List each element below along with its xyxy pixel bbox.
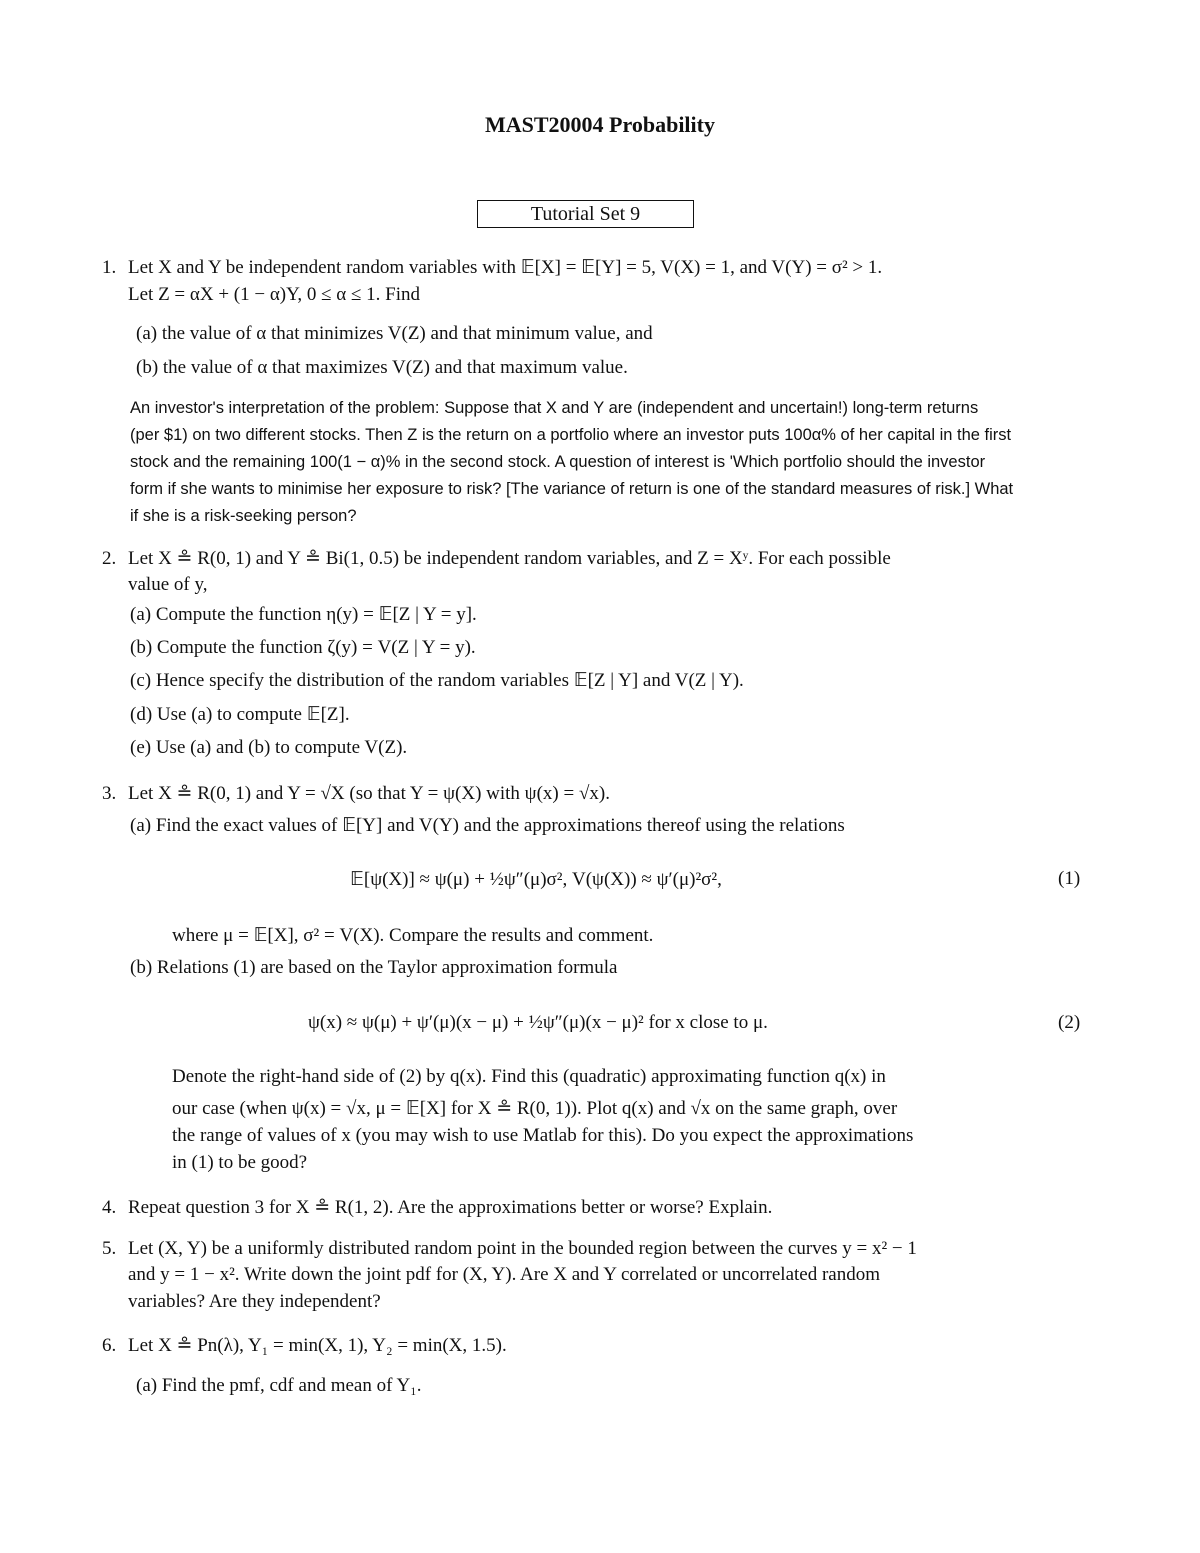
q1-note-line-4: form if she wants to minimise her exposure to risk? [The variance of return is one of the standard measures of risk.] What: [130, 480, 1014, 498]
q6-number: 6.: [102, 1335, 117, 1356]
q3-part-b-line-1: Denote the right-hand side of (2) by q(x). Find this (quadratic) approximating function q(x) in: [172, 1066, 886, 1087]
q1-line-1: Let X and Y be independent random variables with 𝔼[X] = 𝔼[Y] = 5, V(X) = 1, and V(Y) = σ² > 1.: [128, 257, 883, 278]
q3-part-a: (a) Find the exact values of 𝔼[Y] and V(Y) and the approximations thereof using the relations: [130, 815, 845, 836]
q5-line-2: and y = 1 − x². Write down the joint pdf for (X, Y). Are X and Y correlated or uncorrelated random: [128, 1264, 881, 1285]
equation-2-number: (2): [1058, 1012, 1081, 1033]
q4-line-1: Repeat question 3 for X ≗ R(1, 2). Are the approximations better or worse? Explain.: [128, 1197, 773, 1218]
q3-part-b: (b) Relations (1) are based on the Taylor approximation formula: [130, 957, 618, 978]
q3-part-b-line-3: the range of values of x (you may wish to use Matlab for this). Do you expect the approximations: [172, 1125, 914, 1146]
page-title: MAST20004 Probability: [484, 112, 715, 137]
q2-line-2: value of y,: [128, 574, 208, 595]
q5-line-1: Let (X, Y) be a uniformly distributed random point in the bounded region between the curves y = x² − 1: [128, 1238, 917, 1259]
q1-note-line-5: if she is a risk-seeking person?: [130, 507, 357, 525]
q6-line-1: Let X ≗ Pn(λ), Y₁ = min(X, 1), Y₂ = min(X, 1.5).: [128, 1335, 507, 1356]
q2-part-c: (c) Hence specify the distribution of the random variables 𝔼[Z | Y] and V(Z | Y).: [130, 670, 744, 691]
q3-part-b-line-4: in (1) to be good?: [172, 1152, 308, 1173]
q2-part-b: (b) Compute the function ζ(y) = V(Z | Y = y).: [130, 637, 476, 658]
q2-line-1: Let X ≗ R(0, 1) and Y ≗ Bi(1, 0.5) be independent random variables, and Z = Xʸ. For each possible: [128, 548, 891, 569]
q1-number: 1.: [102, 257, 117, 278]
q2-part-d: (d) Use (a) to compute 𝔼[Z].: [130, 704, 350, 725]
q1-part-b: (b) the value of α that maximizes V(Z) and that maximum value.: [136, 357, 628, 378]
q6-part-a: (a) Find the pmf, cdf and mean of Y₁.: [136, 1375, 422, 1396]
q2-part-a: (a) Compute the function η(y) = 𝔼[Z | Y = y].: [130, 604, 477, 625]
q2-number: 2.: [102, 548, 117, 569]
q1-note-line-2: (per $1) on two different stocks. Then Z is the return on a portfolio where an investor puts 100α% of her capital in the first: [130, 426, 1012, 444]
q3-number: 3.: [102, 783, 117, 804]
q3-line-1: Let X ≗ R(0, 1) and Y = √X (so that Y = ψ(X) with ψ(x) = √x).: [128, 783, 610, 804]
q5-line-3: variables? Are they independent?: [128, 1291, 381, 1312]
q5-number: 5.: [102, 1238, 117, 1259]
q3-part-a-followup: where μ = 𝔼[X], σ² = V(X). Compare the results and comment.: [172, 925, 654, 946]
q4-number: 4.: [102, 1197, 117, 1218]
q1-note-line-1: An investor's interpretation of the problem: Suppose that X and Y are (independent and uncertain!) long-term returns: [130, 399, 979, 417]
q1-line-2: Let Z = αX + (1 − α)Y, 0 ≤ α ≤ 1. Find: [128, 284, 421, 305]
equation-2: ψ(x) ≈ ψ(μ) + ψ′(μ)(x − μ) + ½ψ″(μ)(x − μ)² for x close to μ.: [308, 1012, 768, 1033]
q2-part-e: (e) Use (a) and (b) to compute V(Z).: [130, 737, 408, 758]
tutorial-set-label: Tutorial Set 9: [477, 200, 694, 228]
q1-part-a: (a) the value of α that minimizes V(Z) and that minimum value, and: [136, 323, 653, 344]
equation-1: 𝔼[ψ(X)] ≈ ψ(μ) + ½ψ″(μ)σ², V(ψ(X)) ≈ ψ′(μ)²σ²,: [350, 869, 722, 890]
q3-part-b-line-2: our case (when ψ(x) = √x, μ = 𝔼[X] for X ≗ R(0, 1)). Plot q(x) and √x on the same graph, over: [172, 1098, 898, 1119]
equation-1-number: (1): [1058, 868, 1081, 889]
q1-note-line-3: stock and the remaining 100(1 − α)% in the second stock. A question of interest is 'Which portfolio should the investor: [130, 453, 986, 471]
